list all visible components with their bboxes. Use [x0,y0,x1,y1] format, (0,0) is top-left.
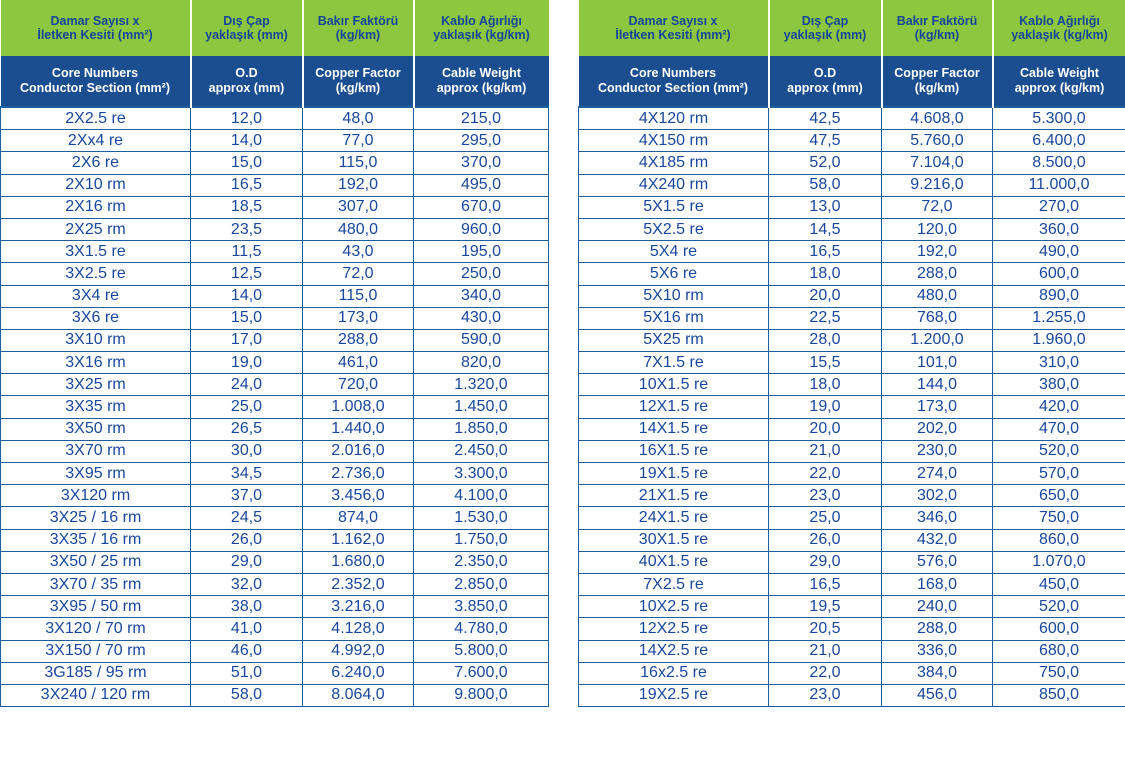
core-section-cell: 3X1.5 re [1,241,191,263]
outer-diameter-cell: 42,5 [769,107,882,130]
outer-diameter-cell: 24,5 [191,507,303,529]
table-row [579,152,1125,174]
copper-factor-cell: 1.680,0 [303,551,414,573]
copper-factor-cell: 72,0 [303,263,414,285]
cable-weight-cell: 570,0 [993,463,1125,485]
table-row [579,529,1125,551]
cable-weight-cell: 1.070,0 [993,551,1125,573]
table-row [1,285,549,307]
core-section-cell: 14X1.5 re [579,418,769,440]
copper-factor-cell: 576,0 [882,551,993,573]
outer-diameter-cell: 18,0 [769,374,882,396]
outer-diameter-cell: 58,0 [769,174,882,196]
outer-diameter-cell: 24,0 [191,374,303,396]
cable-weight-cell: 420,0 [993,396,1125,418]
cable-weight-cell: 3.850,0 [414,596,549,618]
outer-diameter-cell: 26,0 [191,529,303,551]
core-section-cell: 19X2.5 re [579,684,769,706]
outer-diameter-cell: 58,0 [191,684,303,706]
outer-diameter-cell: 12,0 [191,107,303,130]
core-section-cell: 5X6 re [579,263,769,285]
table-row [1,396,549,418]
table-row [1,196,549,218]
outer-diameter-cell: 32,0 [191,573,303,595]
core-section-cell: 3G185 / 95 rm [1,662,191,684]
copper-factor-cell: 240,0 [882,596,993,618]
table-row [1,130,549,152]
copper-factor-cell: 192,0 [303,174,414,196]
copper-factor-cell: 48,0 [303,107,414,130]
table-row [1,374,549,396]
outer-diameter-cell: 15,0 [191,307,303,329]
copper-factor-cell: 5.760,0 [882,130,993,152]
table-row [1,307,549,329]
table-row [579,352,1125,374]
cable-weight-cell: 890,0 [993,285,1125,307]
outer-diameter-cell: 12,5 [191,263,303,285]
table-row [1,329,549,351]
core-section-cell: 3X4 re [1,285,191,307]
outer-diameter-cell: 25,0 [191,396,303,418]
core-section-cell: 2X16 rm [1,196,191,218]
table-row [1,551,549,573]
table-row [579,396,1125,418]
cable-weight-cell: 490,0 [993,241,1125,263]
table-row [1,418,549,440]
cable-weight-cell: 295,0 [414,130,549,152]
table-row [1,618,549,640]
cable-weight-cell: 7.600,0 [414,662,549,684]
copper-factor-cell: 120,0 [882,218,993,240]
outer-diameter-cell: 41,0 [191,618,303,640]
core-section-cell: 3X10 rm [1,329,191,351]
cable-weight-cell: 1.320,0 [414,374,549,396]
outer-diameter-cell: 15,5 [769,352,882,374]
table-row [579,640,1125,662]
table-row [579,107,1125,130]
copper-factor-cell: 480,0 [303,218,414,240]
copper-factor-cell: 307,0 [303,196,414,218]
copper-factor-cell: 173,0 [882,396,993,418]
table-row [579,551,1125,573]
core-section-cell: 5X1.5 re [579,196,769,218]
outer-diameter-cell: 22,5 [769,307,882,329]
cable-weight-cell: 750,0 [993,507,1125,529]
outer-diameter-cell: 20,0 [769,418,882,440]
outer-diameter-cell: 22,0 [769,662,882,684]
cable-weight-cell: 6.400,0 [993,130,1125,152]
header-row-turkish [1,0,549,56]
cable-weight-cell: 380,0 [993,374,1125,396]
core-section-cell: 3X50 / 25 rm [1,551,191,573]
outer-diameter-cell: 25,0 [769,507,882,529]
copper-factor-cell: 144,0 [882,374,993,396]
header-row-english [579,56,1125,107]
outer-diameter-cell: 20,5 [769,618,882,640]
cable-weight-cell: 1.530,0 [414,507,549,529]
core-section-cell: 3X120 rm [1,485,191,507]
copper-factor-cell: 202,0 [882,418,993,440]
core-section-cell: 19X1.5 re [579,463,769,485]
core-section-cell: 3X70 rm [1,440,191,462]
table-row [1,107,549,130]
table-row [579,174,1125,196]
header-cell: Kablo Ağırlığı yaklaşık (kg/km) [414,0,549,56]
table-row [579,329,1125,351]
copper-factor-cell: 336,0 [882,640,993,662]
core-section-cell: 3X2.5 re [1,263,191,285]
cable-weight-cell: 520,0 [993,596,1125,618]
outer-diameter-cell: 52,0 [769,152,882,174]
copper-factor-cell: 1.200,0 [882,329,993,351]
copper-factor-cell: 230,0 [882,440,993,462]
outer-diameter-cell: 23,0 [769,485,882,507]
table-row [1,507,549,529]
table-row [579,196,1125,218]
core-section-cell: 21X1.5 re [579,485,769,507]
cable-weight-cell: 340,0 [414,285,549,307]
copper-factor-cell: 4.992,0 [303,640,414,662]
outer-diameter-cell: 46,0 [191,640,303,662]
outer-diameter-cell: 23,0 [769,684,882,706]
copper-factor-cell: 8.064,0 [303,684,414,706]
copper-factor-cell: 302,0 [882,485,993,507]
header-cell: Bakır Faktörü (kg/km) [303,0,414,56]
core-section-cell: 3X25 / 16 rm [1,507,191,529]
copper-factor-cell: 2.736,0 [303,463,414,485]
core-section-cell: 2X25 rm [1,218,191,240]
table-row [1,440,549,462]
copper-factor-cell: 6.240,0 [303,662,414,684]
copper-factor-cell: 480,0 [882,285,993,307]
copper-factor-cell: 77,0 [303,130,414,152]
cable-weight-cell: 2.350,0 [414,551,549,573]
copper-factor-cell: 115,0 [303,285,414,307]
table-row [579,263,1125,285]
outer-diameter-cell: 28,0 [769,329,882,351]
outer-diameter-cell: 13,0 [769,196,882,218]
core-section-cell: 10X1.5 re [579,374,769,396]
core-section-cell: 5X4 re [579,241,769,263]
core-section-cell: 4X240 rm [579,174,769,196]
table-row [1,174,549,196]
copper-factor-cell: 456,0 [882,684,993,706]
cable-weight-cell: 370,0 [414,152,549,174]
cable-weight-cell: 2.450,0 [414,440,549,462]
copper-factor-cell: 346,0 [882,507,993,529]
core-section-cell: 4X150 rm [579,130,769,152]
core-section-cell: 5X16 rm [579,307,769,329]
cable-weight-cell: 680,0 [993,640,1125,662]
copper-factor-cell: 461,0 [303,352,414,374]
outer-diameter-cell: 16,5 [769,573,882,595]
header-cell: Kablo Ağırlığı yaklaşık (kg/km) [993,0,1125,56]
cable-weight-cell: 520,0 [993,440,1125,462]
outer-diameter-cell: 18,5 [191,196,303,218]
table-row [579,307,1125,329]
outer-diameter-cell: 14,0 [191,285,303,307]
cable-weight-cell: 1.850,0 [414,418,549,440]
outer-diameter-cell: 29,0 [191,551,303,573]
outer-diameter-cell: 29,0 [769,551,882,573]
outer-diameter-cell: 47,5 [769,130,882,152]
outer-diameter-cell: 30,0 [191,440,303,462]
copper-factor-cell: 72,0 [882,196,993,218]
cable-weight-cell: 5.300,0 [993,107,1125,130]
copper-factor-cell: 720,0 [303,374,414,396]
copper-factor-cell: 9.216,0 [882,174,993,196]
copper-factor-cell: 115,0 [303,152,414,174]
copper-factor-cell: 2.016,0 [303,440,414,462]
outer-diameter-cell: 26,0 [769,529,882,551]
header-cell: Damar Sayısı x İletken Kesiti (mm²) [1,0,191,56]
table-row [1,241,549,263]
table-row [579,130,1125,152]
table-row [579,218,1125,240]
table-row [579,684,1125,706]
header-cell: Dış Çap yaklaşık (mm) [769,0,882,56]
core-section-cell: 40X1.5 re [579,551,769,573]
cable-weight-cell: 5.800,0 [414,640,549,662]
copper-factor-cell: 768,0 [882,307,993,329]
outer-diameter-cell: 21,0 [769,440,882,462]
outer-diameter-cell: 19,0 [191,352,303,374]
copper-factor-cell: 43,0 [303,241,414,263]
core-section-cell: 4X120 rm [579,107,769,130]
cable-weight-cell: 600,0 [993,618,1125,640]
table-row [579,662,1125,684]
header-cell: Dış Çap yaklaşık (mm) [191,0,303,56]
core-section-cell: 3X150 / 70 rm [1,640,191,662]
table-row [579,440,1125,462]
outer-diameter-cell: 34,5 [191,463,303,485]
outer-diameter-cell: 14,5 [769,218,882,240]
copper-factor-cell: 384,0 [882,662,993,684]
table-row [579,573,1125,595]
header-cell: Cable Weight approx (kg/km) [993,56,1125,107]
outer-diameter-cell: 51,0 [191,662,303,684]
core-section-cell: 2X6 re [1,152,191,174]
core-section-cell: 2X10 rm [1,174,191,196]
core-section-cell: 12X2.5 re [579,618,769,640]
copper-factor-cell: 2.352,0 [303,573,414,595]
table-row [579,418,1125,440]
table-row [1,640,549,662]
table-row [1,596,549,618]
core-section-cell: 7X2.5 re [579,573,769,595]
table-row [579,485,1125,507]
copper-factor-cell: 7.104,0 [882,152,993,174]
table-row [579,374,1125,396]
core-section-cell: 16X1.5 re [579,440,769,462]
table-row [1,485,549,507]
copper-factor-cell: 1.162,0 [303,529,414,551]
header-row-english [1,56,549,107]
cable-weight-cell: 960,0 [414,218,549,240]
table-row [579,285,1125,307]
copper-factor-cell: 1.440,0 [303,418,414,440]
header-cell: Bakır Faktörü (kg/km) [882,0,993,56]
core-section-cell: 24X1.5 re [579,507,769,529]
core-section-cell: 5X2.5 re [579,218,769,240]
core-section-cell: 3X95 / 50 rm [1,596,191,618]
cable-weight-cell: 9.800,0 [414,684,549,706]
core-section-cell: 2X2.5 re [1,107,191,130]
outer-diameter-cell: 38,0 [191,596,303,618]
outer-diameter-cell: 21,0 [769,640,882,662]
table-row [1,662,549,684]
outer-diameter-cell: 15,0 [191,152,303,174]
outer-diameter-cell: 37,0 [191,485,303,507]
core-section-cell: 7X1.5 re [579,352,769,374]
outer-diameter-cell: 16,5 [191,174,303,196]
core-section-cell: 3X70 / 35 rm [1,573,191,595]
copper-factor-cell: 101,0 [882,352,993,374]
cable-weight-cell: 750,0 [993,662,1125,684]
header-cell: O.D approx (mm) [769,56,882,107]
outer-diameter-cell: 19,0 [769,396,882,418]
cable-weight-cell: 310,0 [993,352,1125,374]
copper-factor-cell: 874,0 [303,507,414,529]
outer-diameter-cell: 20,0 [769,285,882,307]
table-row [1,352,549,374]
table-row [1,263,549,285]
copper-factor-cell: 3.216,0 [303,596,414,618]
copper-factor-cell: 288,0 [882,263,993,285]
core-section-cell: 10X2.5 re [579,596,769,618]
cable-weight-cell: 470,0 [993,418,1125,440]
cable-weight-cell: 360,0 [993,218,1125,240]
cable-weight-cell: 450,0 [993,573,1125,595]
cable-weight-cell: 1.450,0 [414,396,549,418]
header-row-turkish [579,0,1125,56]
cable-weight-cell: 250,0 [414,263,549,285]
core-section-cell: 3X240 / 120 rm [1,684,191,706]
header-cell: O.D approx (mm) [191,56,303,107]
table-row [1,684,549,706]
outer-diameter-cell: 19,5 [769,596,882,618]
table-row [1,529,549,551]
table-row [1,573,549,595]
copper-factor-cell: 274,0 [882,463,993,485]
outer-diameter-cell: 14,0 [191,130,303,152]
core-section-cell: 3X50 rm [1,418,191,440]
core-section-cell: 5X25 rm [579,329,769,351]
cable-weight-cell: 2.850,0 [414,573,549,595]
table-row [1,463,549,485]
table-row [579,463,1125,485]
header-cell: Copper Factor (kg/km) [303,56,414,107]
core-section-cell: 3X6 re [1,307,191,329]
outer-diameter-cell: 11,5 [191,241,303,263]
copper-factor-cell: 173,0 [303,307,414,329]
cable-weight-cell: 820,0 [414,352,549,374]
cable-weight-cell: 3.300,0 [414,463,549,485]
core-section-cell: 14X2.5 re [579,640,769,662]
outer-diameter-cell: 23,5 [191,218,303,240]
table-row [579,596,1125,618]
header-cell: Core Numbers Conductor Section (mm²) [579,56,769,107]
core-section-cell: 30X1.5 re [579,529,769,551]
cable-weight-cell: 860,0 [993,529,1125,551]
cable-table-right [578,0,1125,707]
outer-diameter-cell: 26,5 [191,418,303,440]
outer-diameter-cell: 16,5 [769,241,882,263]
copper-factor-cell: 1.008,0 [303,396,414,418]
table-row [1,152,549,174]
core-section-cell: 4X185 rm [579,152,769,174]
core-section-cell: 3X16 rm [1,352,191,374]
table-row [1,218,549,240]
cable-weight-cell: 1.960,0 [993,329,1125,351]
cable-weight-cell: 650,0 [993,485,1125,507]
cable-weight-cell: 495,0 [414,174,549,196]
core-section-cell: 12X1.5 re [579,396,769,418]
core-section-cell: 3X95 rm [1,463,191,485]
cable-weight-cell: 1.750,0 [414,529,549,551]
cable-weight-cell: 1.255,0 [993,307,1125,329]
copper-factor-cell: 168,0 [882,573,993,595]
header-cell: Cable Weight approx (kg/km) [414,56,549,107]
header-cell: Damar Sayısı x İletken Kesiti (mm²) [579,0,769,56]
header-cell: Copper Factor (kg/km) [882,56,993,107]
copper-factor-cell: 4.608,0 [882,107,993,130]
core-section-cell: 5X10 rm [579,285,769,307]
outer-diameter-cell: 18,0 [769,263,882,285]
copper-factor-cell: 288,0 [303,329,414,351]
core-section-cell: 3X35 / 16 rm [1,529,191,551]
copper-factor-cell: 192,0 [882,241,993,263]
outer-diameter-cell: 22,0 [769,463,882,485]
cable-weight-cell: 270,0 [993,196,1125,218]
cable-weight-cell: 215,0 [414,107,549,130]
core-section-cell: 3X120 / 70 rm [1,618,191,640]
table-row [579,241,1125,263]
cable-weight-cell: 4.100,0 [414,485,549,507]
cable-weight-cell: 430,0 [414,307,549,329]
cable-table-left [0,0,549,707]
copper-factor-cell: 4.128,0 [303,618,414,640]
header-cell: Core Numbers Conductor Section (mm²) [1,56,191,107]
table-row [579,618,1125,640]
cable-weight-cell: 670,0 [414,196,549,218]
cable-weight-cell: 590,0 [414,329,549,351]
table-row [579,507,1125,529]
outer-diameter-cell: 17,0 [191,329,303,351]
copper-factor-cell: 3.456,0 [303,485,414,507]
core-section-cell: 2Xx4 re [1,130,191,152]
cable-weight-cell: 8.500,0 [993,152,1125,174]
cable-weight-cell: 195,0 [414,241,549,263]
cable-weight-cell: 11.000,0 [993,174,1125,196]
core-section-cell: 3X25 rm [1,374,191,396]
core-section-cell: 16x2.5 re [579,662,769,684]
cable-weight-cell: 600,0 [993,263,1125,285]
copper-factor-cell: 432,0 [882,529,993,551]
cable-weight-cell: 4.780,0 [414,618,549,640]
core-section-cell: 3X35 rm [1,396,191,418]
cable-weight-cell: 850,0 [993,684,1125,706]
copper-factor-cell: 288,0 [882,618,993,640]
